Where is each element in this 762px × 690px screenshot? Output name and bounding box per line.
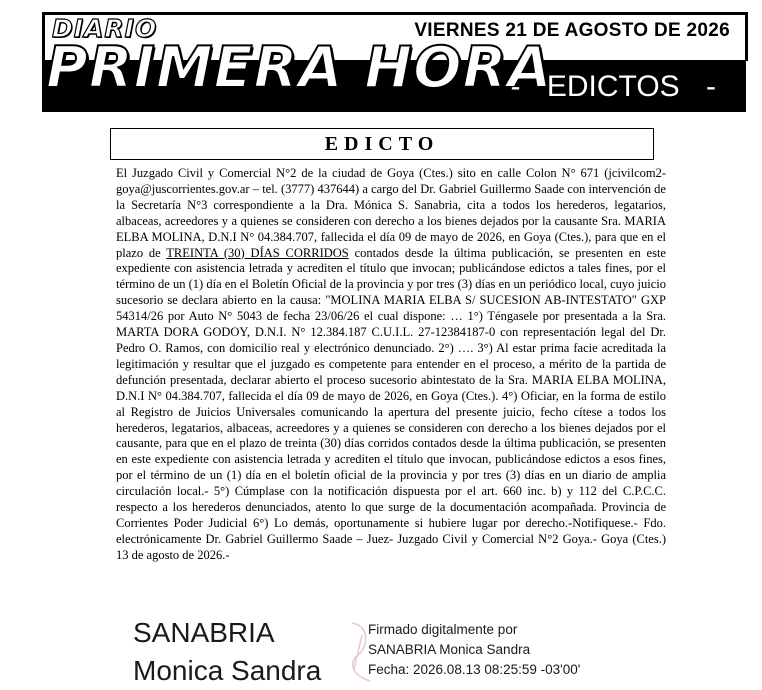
edicto-heading: EDICTO <box>110 128 654 160</box>
publication-date: VIERNES 21 DE AGOSTO DE 2026 <box>414 20 730 41</box>
signature-info <box>368 620 580 680</box>
edicto-body <box>116 166 666 564</box>
edicto-underlined-deadline: TREINTA (30) DÍAS CORRIDOS <box>166 245 349 260</box>
signature-given-name: Monica Sandra <box>133 655 322 686</box>
edicto-text-part-2: contados desde la última publicación, se presenten en este expediente con asistencia letrada y acrediten el título que invocan; publicándose edictos a tales fines, por el término de un (1) día en el Boletín Oficial de la provincia y por tres (3) días en un periódico local, cuyo juicio sucesorio se declara abierto en la causa: "MOLINA MARIA ELBA S/ SUCESION AB-INTESTATO" GXP 54314/26 por Auto N° 5043 de fecha 23/06/26 el cual dispone: … 1°) Téngasele por presentada a la Sra. MARTA DORA GODOY, D.N.I. N° 12.384.187 C.U.I.L. 27-12384187-0 con representación legal del Dr. Pedro O. Ramos, con domicilio real y electrónico denunciado. 2°) …. 3°) Al estar prima facie acreditada la legitimación y resultar que el juzgado es competente para entender en el proceso, a mérito de la partida de defunción presentada, declarar abierto el proceso sucesorio abintestato de la Sra. MARIA ELBA MOLINA, D.N.I N° 04.384.707, fallecida el día 09 de mayo de 2026, en Goya (Ctes.). 4°) Oficiar, en la forma de estilo al Registro de Juicios Universales comunicando la apertura del presente juicio, fecho cítese a todos los herederos, legatarios, albaceas, acreedores y a quienes se consideren con derecho a los bienes dejados por el causante, para que en el plazo de treinta (30) días corridos contados desde la última publicación, se presenten en este expediente con asistencia letrada y acrediten el título que invocan, publicándose edictos a esos fines, por el término de un (1) día en el boletín oficial de la provincia y por tres (3) días en un diario de amplia circulación local.- 5°) Cúmplase con la notificación dispuesta por el art. 660 inc. b) y 112 del C.P.C.C. respecto a los herederos denunciados, atento lo que surge de la documentación acompañada. Provincia de Corrientes Poder Judicial 6°) Lo demás, oportunamente si hubiere lugar por derecho.-Notifiquese.- Fdo. electrónicamente Dr. Gabriel Guillermo Saade – Juez- Juzgado Civil y Comercial N°2 Goya.- Goya (Ctes.) 13 de agosto de 2026.- <box>116 245 666 562</box>
section-label: - EDICTOS - <box>510 70 716 103</box>
brand-big-title: PRIMERA HORA <box>46 35 553 101</box>
edicto-text-part-1: El Juzgado Civil y Comercial N°2 de la ciudad de Goya (Ctes.) sito en calle Colon N° 671 (jcivilcom2-goya@juscorrientes.gov.ar – tel. (3777) 437644) a cargo del Dr. Gabriel Guillermo Saade con intervención de la Secretaría N°3 correspondiente a la Dra. Mónica S. Sanabria, cita a todos los herederos, legatarios, albaceas, acreedores y a quienes se consideren con derecho a los bienes dejados por la causante Sra. MARIA ELBA MOLINA, D.N.I N° 04.384.707, fallecida el día 09 de mayo de 2026, en Goya (Ctes.), para que en el plazo de <box>116 166 666 260</box>
signature-info-line-1: Firmado digitalmente por <box>368 622 518 637</box>
signature-name <box>133 614 321 690</box>
brand-small-title: DIARIO <box>52 14 158 43</box>
signature-surname: SANABRIA <box>133 617 275 648</box>
signature-info-line-2: SANABRIA Monica Sandra <box>368 642 531 657</box>
signature-info-date: Fecha: 2026.08.13 08:25:59 -03'00' <box>368 662 581 677</box>
newspaper-masthead <box>42 10 746 112</box>
